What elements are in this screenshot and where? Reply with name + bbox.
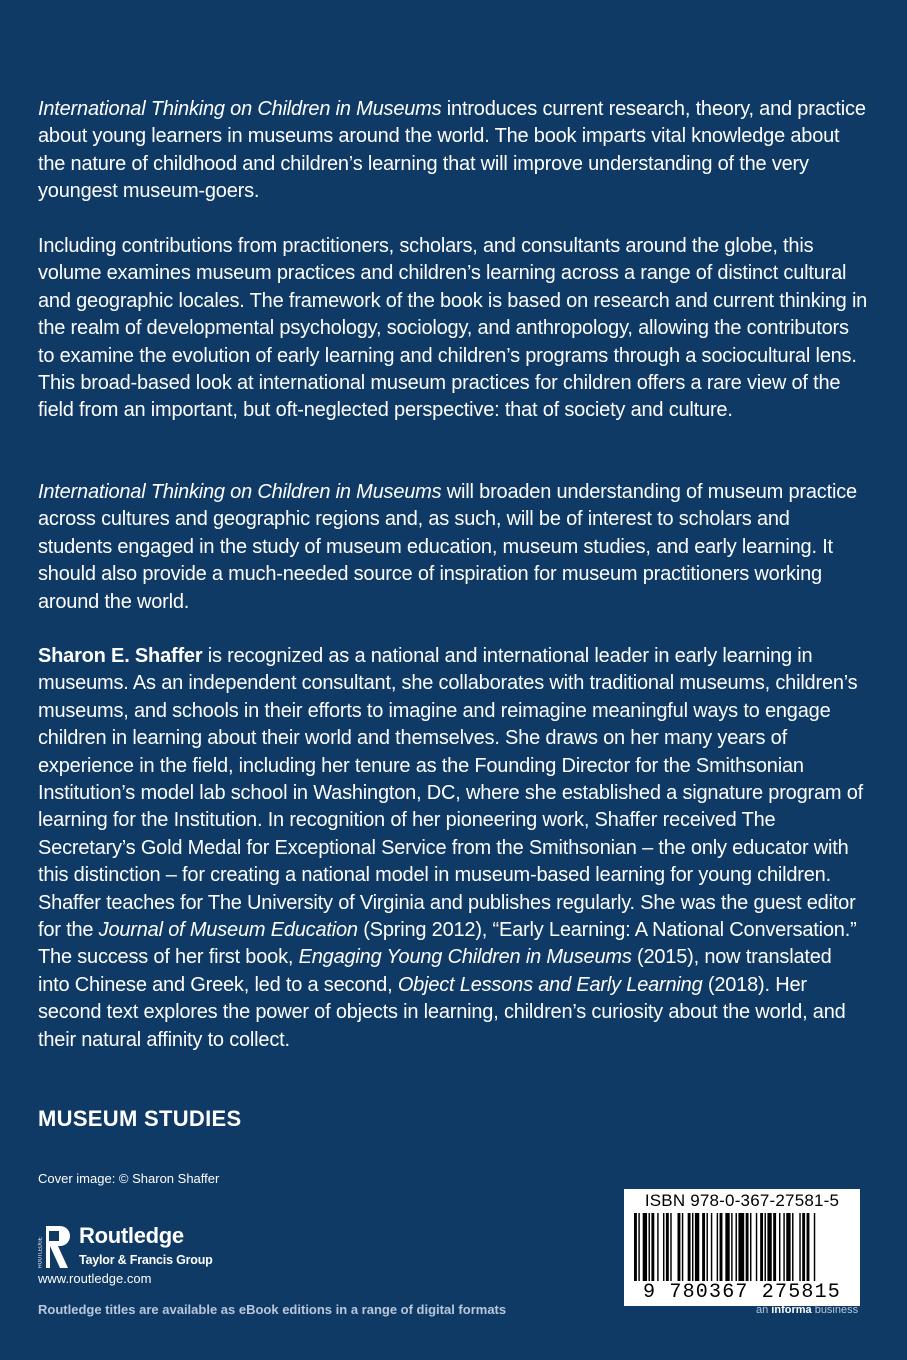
- description-paragraph-2: [38, 233, 868, 425]
- barcode-bar: [767, 1213, 771, 1281]
- barcode-bar: [779, 1213, 780, 1281]
- barcode-bar: [799, 1213, 800, 1281]
- description-paragraph-3: [38, 479, 868, 616]
- barcode-bar: [702, 1213, 705, 1281]
- barcode-bar: [678, 1213, 681, 1281]
- publisher-group: Taylor & Francis Group: [79, 1253, 213, 1267]
- publisher-block: [38, 1224, 298, 1288]
- book-title-italic: International Thinking on Children in Museums: [38, 98, 442, 120]
- barcode-icon: [634, 1213, 850, 1281]
- barcode-bar: [765, 1213, 766, 1281]
- barcode-bar: [643, 1213, 647, 1281]
- barcode-bar: [695, 1213, 699, 1281]
- barcode-bar: [651, 1213, 654, 1281]
- barcode-bar: [814, 1213, 815, 1281]
- publisher-url: www.routledge.com: [38, 1271, 152, 1286]
- publisher-name: Routledge: [79, 1223, 184, 1248]
- informa-brand: informa: [771, 1304, 812, 1316]
- journal-title-italic: Journal of Museum Education: [98, 919, 358, 942]
- barcode-bar: [682, 1213, 683, 1281]
- routledge-logo-icon: [38, 1224, 72, 1270]
- barcode-bar: [807, 1213, 810, 1281]
- bio-text-c: (2015), now translated into Chinese and Greek, led to a second,: [38, 946, 832, 996]
- first-book-title-italic: Engaging Young Children in Museums: [298, 946, 632, 969]
- informa-business-note: [756, 1304, 858, 1316]
- logo-vertical-text: ROUTLEDGE: [38, 1236, 44, 1268]
- author-bio-paragraph: [38, 643, 868, 1054]
- cover-image-credit: Cover image: © Sharon Shaffer: [38, 1171, 220, 1186]
- author-name: Sharon E. Shaffer: [38, 645, 203, 667]
- bio-text-a: is recognized as a national and international leader in early learning in museums. As an independent consultant, she collaborates with traditional museums, children’s museums, and schools in their efforts to imagine and reimagine meaningful ways to engage children in learning about their world and themselves. She draws on her many years of experience in the field, including her tenure as the Founding Director for the Smithsonian Institution’s model lab school in Washington, DC, where she established a signature program of learning for the Institution. In recognition of her pioneering work, Shaffer received The Secretary’s Gold Medal for Exceptional Service from the Smithsonian – the only educator with this distinction – for creating a national model in museum-based learning for young children. Shaffer teaches for The University of Virginia and publishes regularly. She was the guest editor for the: [38, 645, 863, 942]
- barcode-bar: [634, 1213, 637, 1281]
- barcode-bar: [731, 1213, 732, 1281]
- barcode-bar: [773, 1213, 776, 1281]
- barcode-bar: [783, 1213, 784, 1281]
- barcode-bar: [760, 1213, 763, 1281]
- barcode-bar: [663, 1213, 664, 1281]
- barcode-bar: [666, 1213, 669, 1281]
- barcode-bar: [688, 1213, 691, 1281]
- barcode-bar: [736, 1213, 737, 1281]
- barcode-bar: [657, 1213, 658, 1281]
- subject-category: MUSEUM STUDIES: [38, 1106, 242, 1131]
- paragraph-text: will broaden understanding of museum practice across cultures and geographic regions and, as such, will be of interest to scholars and students engaged in the study of museum education, museum studies, and early learning. It should also provide a much-needed source of inspiration for museum practitioners working around the world.: [38, 481, 857, 613]
- barcode-bar: [756, 1213, 757, 1281]
- informa-suffix: business: [811, 1304, 859, 1316]
- isbn-digits: 9 780367 275815: [642, 1281, 842, 1304]
- barcode-bar: [720, 1213, 723, 1281]
- bio-text-d: (2018). Her second text explores the power of objects in learning, children’s curiosity about the world, and their natural affinity to collect.: [38, 973, 846, 1051]
- second-book-title-italic: Object Lessons and Early Learning: [397, 973, 703, 996]
- barcode-bar: [717, 1213, 718, 1281]
- barcode-bar: [638, 1213, 639, 1281]
- book-title-italic: International Thinking on Children in Museums: [38, 481, 442, 503]
- description-paragraph-1: [38, 96, 868, 206]
- isbn-barcode-box: [624, 1189, 860, 1306]
- barcode-bar: [649, 1213, 650, 1281]
- barcode-bar: [738, 1213, 744, 1281]
- barcode-bar: [711, 1213, 712, 1281]
- barcode-bar: [725, 1213, 729, 1281]
- barcode-bar: [670, 1213, 671, 1281]
- barcode-bar: [750, 1213, 751, 1281]
- barcode-bar: [746, 1213, 749, 1281]
- barcode-bar: [786, 1213, 790, 1281]
- barcode-bar: [802, 1213, 805, 1281]
- ebook-availability-note: Routledge titles are available as eBook editions in a range of digital formats: [38, 1302, 507, 1317]
- isbn-label: ISBN 978-0-367-27581-5: [644, 1191, 840, 1210]
- paragraph-text: Including contributions from practitioners, scholars, and consultants around the globe, this volume examines museum practices and children’s learning across a range of distinct cultural and geographic locales. The framework of the book is based on research and current thinking in the realm of developmental psychology, sociology, and anthropology, allowing the contributors to examine the evolution of early learning and children’s programs through a sociocultural lens. This broad-based look at international museum practices for children offers a rare view of the field from an important, but oft-neglected perspective: that of society and culture.: [38, 235, 868, 422]
- barcode-bar: [692, 1213, 693, 1281]
- bio-text-b: (Spring 2012), “Early Learning: A National Conversation.” The success of her first book,: [38, 919, 857, 969]
- paragraph-text: introduces current research, theory, and practice about young learners in museums around the world. The book imparts vital knowledge about the nature of childhood and children’s learning that will improve understanding of the very youngest museum-goers.: [38, 98, 866, 203]
- barcode-bar: [707, 1213, 708, 1281]
- informa-prefix: an: [756, 1304, 772, 1316]
- barcode-bar: [792, 1213, 793, 1281]
